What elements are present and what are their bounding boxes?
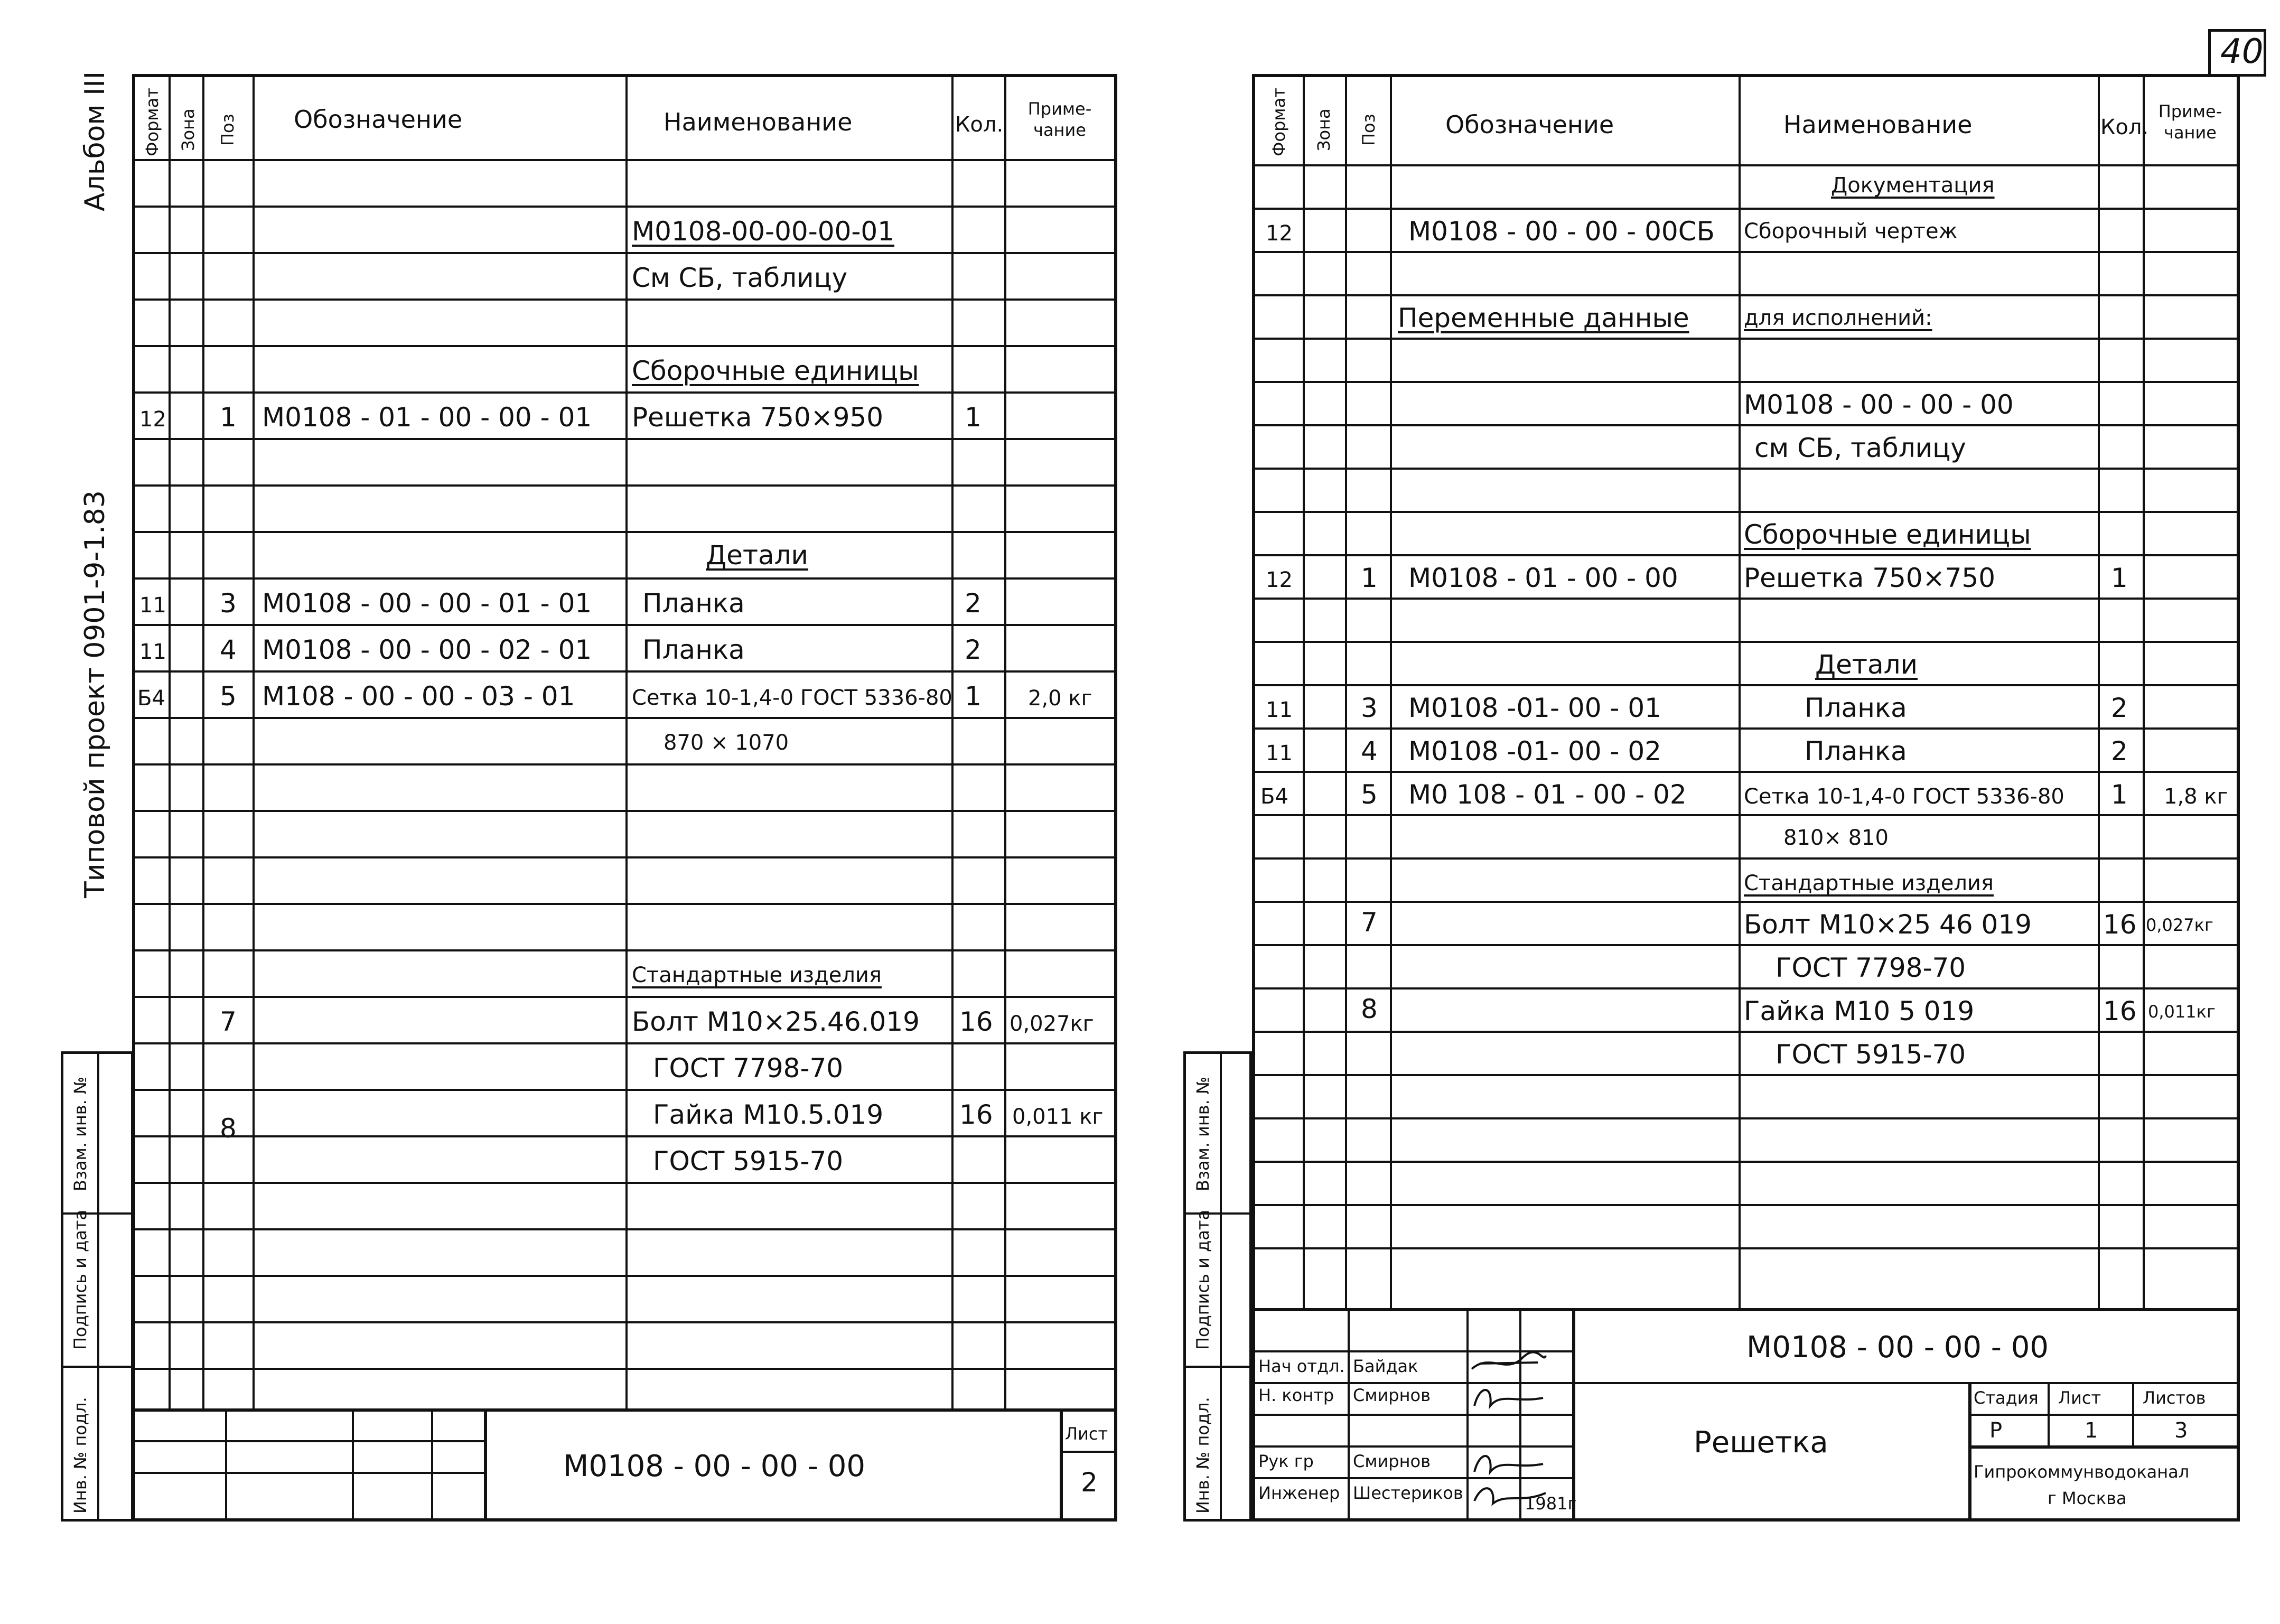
kol-r14-r: 2 [2111,736,2128,767]
hdr-oboz-r: Обозначение [1445,110,1614,139]
role-2: Н. контр [1258,1385,1334,1405]
prim-r19: 0,011 кг [1012,1105,1104,1129]
left-list-num: 2 [1081,1467,1098,1498]
naim-r16: Стандартные изделия [632,963,882,987]
naim-r2-r: Сборочный чертеж [1744,219,1958,244]
sheet-label: Лист [2058,1388,2101,1408]
fmt-r12: Б4 [137,686,165,711]
naim-r12-r: Детали [1815,649,1918,680]
hdr-zona: Зона [178,108,198,151]
naim-r1-r: Документация [1831,173,1995,198]
poz-r6: 1 [220,402,237,433]
role-5: Инженер [1258,1483,1340,1503]
hdr-prim-r: Приме-чание [2158,101,2222,143]
stamp-podpis: Подпись и дата [70,1209,90,1350]
hdr-poz-r: Поз [1359,114,1379,146]
naim-r13: 870 × 1070 [664,731,789,755]
naim-r13-r: Планка [1805,693,1907,723]
sign-date: 1981г [1525,1494,1577,1514]
stamp-inv: Инв. № подл. [70,1397,90,1514]
hdr-format-r: Формат [1269,88,1289,156]
naim-r15-r: Сетка 10-1,4-0 ГОСТ 5336-80 [1744,785,2064,809]
fmt-r2-r: 12 [1266,221,1293,246]
oboz-r14-r: М0108 -01- 00 - 02 [1408,736,1661,767]
poz-r14-r: 4 [1361,736,1378,767]
poz-r13-r: 3 [1361,693,1378,723]
naim-r17: Болт М10×25.46.019 [632,1006,920,1037]
name-5: Шестериков [1353,1483,1463,1503]
right-title-code: М0108 - 00 - 00 - 00 [1746,1330,2049,1365]
prim-r20-r: 0,011кг [2148,1002,2216,1022]
oboz-r12: М108 - 00 - 00 - 03 - 01 [262,681,575,712]
kol-r19: 16 [959,1099,993,1130]
oboz-r4-r: Переменные данные [1398,303,1689,333]
prim-r18-r: 0,027кг [2146,915,2213,935]
project-label: Типовой проект 0901-9-1.83 [79,490,111,898]
kol-r17: 16 [959,1006,993,1037]
kol-r11: 2 [965,634,982,665]
kol-r6: 1 [965,402,982,433]
naim-r6-r: М0108 - 00 - 00 - 00 [1744,389,2014,420]
hdr-poz: Поз [218,114,238,146]
fmt-r6: 12 [139,407,166,432]
stamp-vzam-r: Взам. инв. № [1193,1076,1213,1191]
poz-r18-r: 7 [1361,907,1378,938]
poz-r19: 8 [220,1113,237,1144]
poz-r12: 5 [220,681,237,712]
oboz-r2-r: М0108 - 00 - 00 - 00СБ [1408,216,1715,247]
naim-r19: Гайка М10.5.019 [653,1099,884,1130]
org-line-1: Гипрокоммунводоканал [1974,1462,2190,1482]
page-number-box [2208,29,2266,77]
naim-r3: См СБ, таблицу [632,263,848,293]
naim-r9-r: Сборочные единицы [1744,519,2031,550]
right-sheet [1252,74,2240,1522]
naim-r18: ГОСТ 7798-70 [653,1053,844,1084]
left-stamp [61,1051,134,1522]
oboz-r6: М0108 - 01 - 00 - 00 - 01 [262,402,592,433]
hdr-kol-r: Кол. [2100,115,2149,139]
right-title-name: Решетка [1694,1425,1828,1460]
prim-r15-r: 1,8 кг [2164,785,2228,809]
fmt-r10-r: 12 [1266,568,1293,592]
signature-2 [1469,1382,1548,1414]
hdr-zona-r: Зона [1314,108,1334,151]
kol-r20-r: 16 [2103,996,2137,1026]
sheet-value: 1 [2085,1418,2098,1443]
poz-r10: 3 [220,588,237,619]
naim-r17-r: Стандартные изделия [1744,871,1994,895]
naim-r6: Решетка 750×950 [632,402,884,433]
naim-r20: ГОСТ 5915-70 [653,1146,844,1177]
naim-r9: Детали [706,540,809,571]
naim-r2: М0108-00-00-00-01 [632,216,895,247]
oboz-r15-r: М0 108 - 01 - 00 - 02 [1408,779,1687,810]
right-stamp [1183,1051,1252,1522]
naim-r18-r: Болт М10×25 46 019 [1744,909,2032,940]
org-line-2: г Москва [2048,1488,2127,1508]
naim-r10: Планка [642,588,745,619]
role-1: Нач отдл. [1258,1356,1345,1376]
hdr-format: Формат [142,88,162,156]
page-number: 40 [2220,32,2264,71]
oboz-r10-r: М0108 - 01 - 00 - 00 [1408,563,1678,593]
oboz-r13-r: М0108 -01- 00 - 01 [1408,693,1661,723]
kol-r10: 2 [965,588,982,619]
naim-r16-r: 810× 810 [1783,826,1889,850]
stamp-vzam: Взам. инв. № [70,1076,90,1191]
hdr-kol: Кол. [955,113,1004,137]
poz-r10-r: 1 [1361,563,1378,593]
fmt-r15-r: Б4 [1260,785,1288,809]
sheets-label: Листов [2143,1388,2206,1408]
fmt-r11: 11 [139,640,166,664]
prim-r17: 0,027кг [1010,1012,1094,1036]
kol-r18-r: 16 [2103,909,2137,940]
fmt-r10: 11 [139,593,166,618]
poz-r20-r: 8 [1361,994,1378,1024]
fmt-r14-r: 11 [1266,741,1293,766]
hdr-prim: Приме-чание [1027,99,1092,140]
naim-r12: Сетка 10-1,4-0 ГОСТ 5336-80 [632,686,952,710]
signature-1 [1469,1348,1548,1379]
stamp-podpis-r: Подпись и дата [1193,1209,1213,1350]
naim-r10-r: Решетка 750×750 [1744,563,1996,593]
stage-value: Р [1989,1418,2003,1443]
sheets-value: 3 [2174,1418,2188,1443]
kol-r13-r: 2 [2111,693,2128,723]
kol-r12: 1 [965,681,982,712]
naim-r20-r: Гайка М10 5 019 [1744,996,1975,1026]
kol-r10-r: 1 [2111,563,2128,593]
naim-r7-r: см СБ, таблицу [1754,433,1966,463]
poz-r15-r: 5 [1361,779,1378,810]
fmt-r13-r: 11 [1266,698,1293,722]
signature-4 [1469,1448,1548,1480]
left-sheet [132,74,1117,1522]
poz-r17: 7 [220,1006,237,1037]
naim-r19-r: ГОСТ 7798-70 [1776,953,1966,983]
naim-r11: Планка [642,634,745,665]
naim-r21-r: ГОСТ 5915-70 [1776,1039,1966,1070]
naim-r14-r: Планка [1805,736,1907,767]
role-4: Рук гр [1258,1451,1314,1471]
name-1: Байдак [1353,1356,1418,1376]
signature-5 [1469,1480,1548,1511]
stamp-inv-r: Инв. № подл. [1193,1397,1213,1514]
naim-r5: Сборочные единицы [632,356,919,386]
stage-label: Стадия [1974,1388,2039,1408]
kol-r15-r: 1 [2111,779,2128,810]
album-label: Альбом III [79,71,111,211]
left-title-code: М0108 - 00 - 00 - 00 [563,1449,866,1483]
oboz-r11: М0108 - 00 - 00 - 02 - 01 [262,634,592,665]
oboz-r10: М0108 - 00 - 00 - 01 - 01 [262,588,592,619]
hdr-oboz: Обозначение [294,105,463,134]
poz-r11: 4 [220,634,237,665]
prim-r12: 2,0 кг [1028,686,1092,711]
hdr-naim: Наименование [664,108,853,136]
hdr-naim-r: Наименование [1783,110,1973,139]
left-list-label: Лист [1065,1424,1108,1444]
name-4: Смирнов [1353,1451,1431,1471]
name-2: Смирнов [1353,1385,1431,1405]
naim-r4-r: для исполнений: [1744,306,1932,330]
